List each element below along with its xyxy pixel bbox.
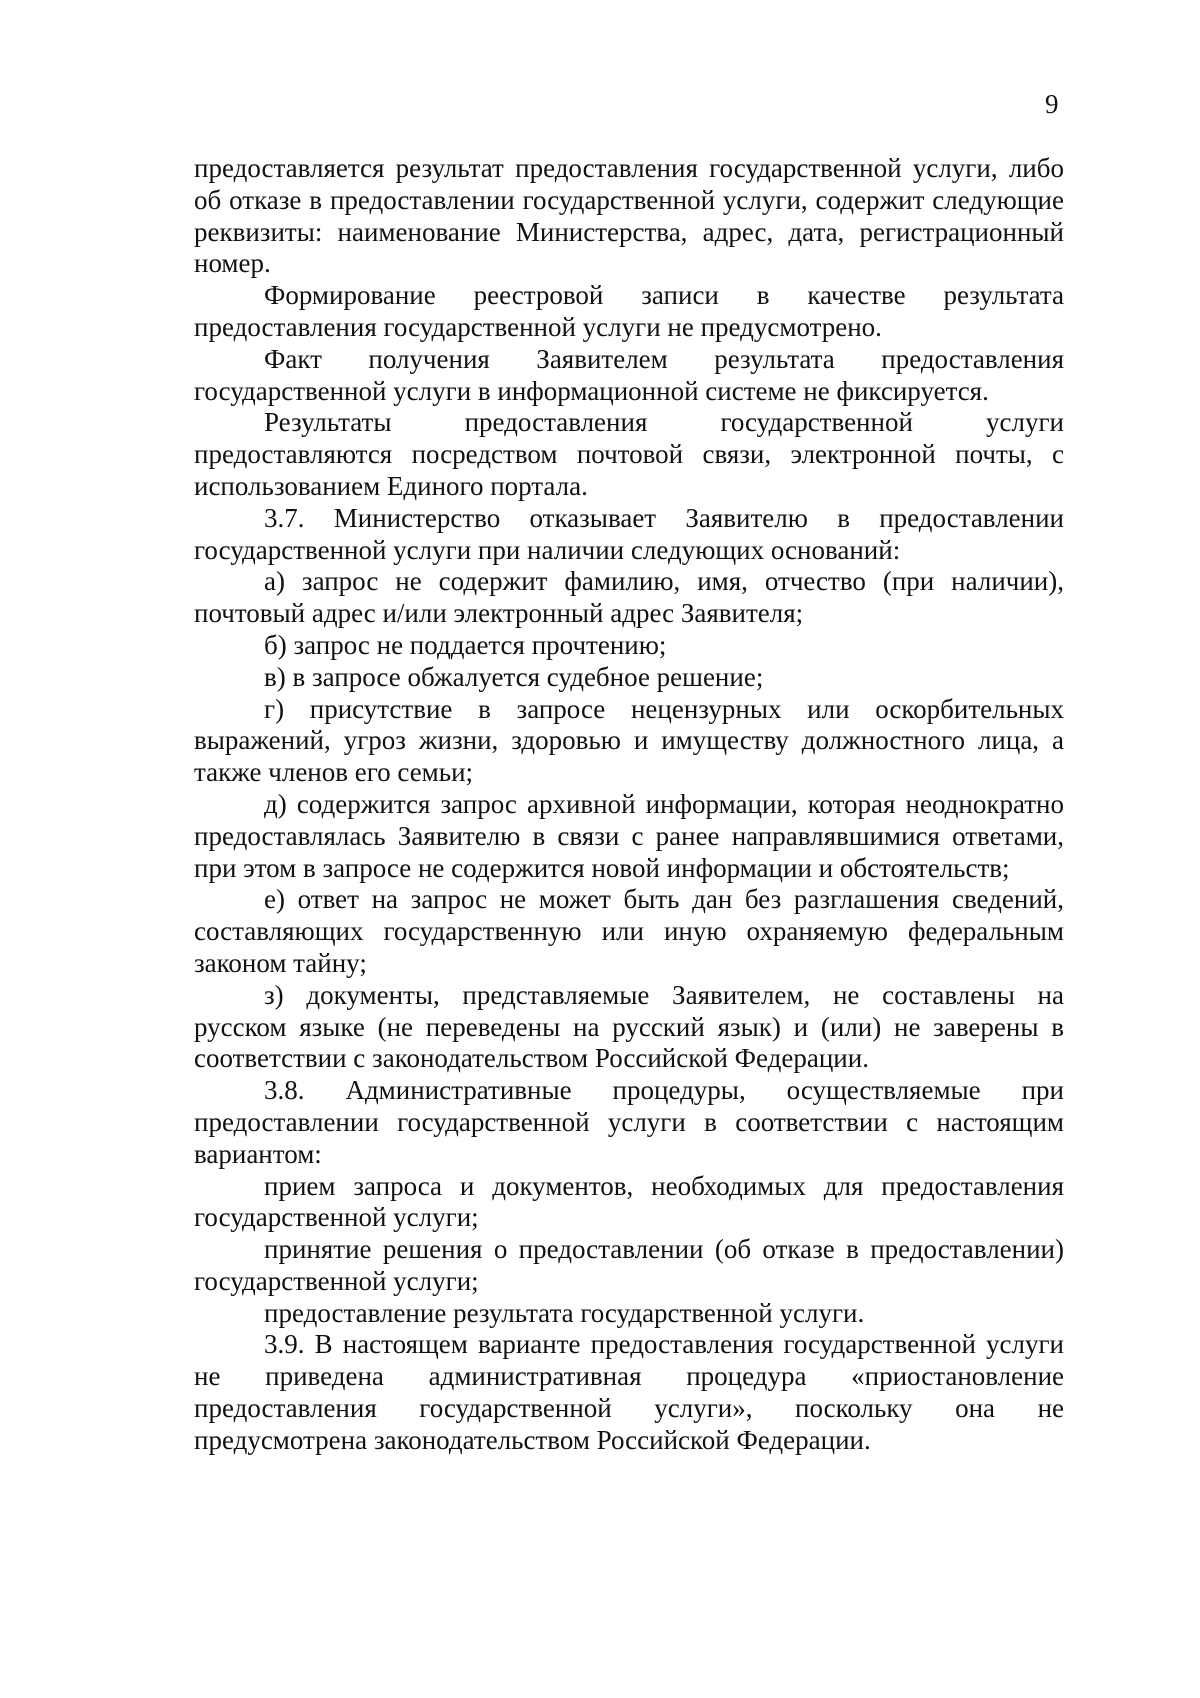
paragraph-result-delivery: Результаты предоставления государственной услуги предоставляются посредством почтовой связи, электронной почты, с использованием Единого портала. (194, 407, 1064, 501)
list-item-e: е) ответ на запрос не может быть дан без разглашения сведений, составляющих государственную или иную охраняемую федеральным законом тайну; (194, 884, 1064, 978)
paragraph-registry-record: Формирование реестровой записи в качестве результата предоставления государственной услуги не предусмотрено. (194, 280, 1064, 342)
list-item-b: б) запрос не поддается прочтению; (264, 629, 667, 660)
paragraph-3-8-procedures: 3.8. Административные процедуры, осуществляемые при предоставлении государственной услуги в соответствии с настоящим вариантом: (194, 1075, 1064, 1169)
procedure-item-intake: прием запроса и документов, необходимых для предоставления государственной услуги; (194, 1170, 1064, 1233)
procedure-item-result: предоставление результата государственной услуги. (264, 1297, 865, 1328)
paragraph-3-7-refusal-grounds: 3.7. Министерство отказывает Заявителю в предоставлении государственной услуги при наличии следующих оснований: (194, 502, 1064, 565)
list-item-z: з) документы, представляемые Заявителем, не составлены на русском языке (не переведены на русский язык) и (или) не заверены в соответствии с законодательством Российской Федерации. (194, 979, 1064, 1074)
paragraph-receipt-fact: Факт получения Заявителем результата предоставления государственной услуги в информационной системе не фиксируется. (194, 343, 1064, 406)
list-item-g: г) присутствие в запросе нецензурных или оскорбительных выражений, угроз жизни, здоровью и имуществу должностного лица, а также членов его семьи; (194, 693, 1064, 788)
page-number: 9 (1045, 89, 1059, 119)
list-item-d: д) содержится запрос архивной информации, которая неоднократно предоставлялась Заявителю в связи с ранее направлявшимися ответами, при этом в запросе не содержится новой информации и обстоятельств; (194, 788, 1064, 883)
paragraph-3-9-suspension: 3.9. В настоящем варианте предоставления государственной услуги не приведена административная процедура «приостановление предоставления государственной услуги», поскольку она не предусмотрена законодательством Российской Федерации. (194, 1329, 1064, 1455)
procedure-item-decision: принятие решения о предоставлении (об отказе в предоставлении) государственной услуги; (194, 1234, 1064, 1296)
list-item-a: а) запрос не содержит фамилию, имя, отчество (при наличии), почтовый адрес и/или электронный адрес Заявителя; (194, 566, 1064, 629)
list-item-v: в) в запросе обжалуется судебное решение; (264, 661, 764, 692)
document-body (194, 153, 1064, 1457)
paragraph-result-details: предоставляется результат предоставления государственной услуги, либо об отказе в предоставлении государственной услуги, содержит следующие реквизиты: наименование Министерства, адрес, дата, регистрационный номер. (194, 153, 1064, 279)
